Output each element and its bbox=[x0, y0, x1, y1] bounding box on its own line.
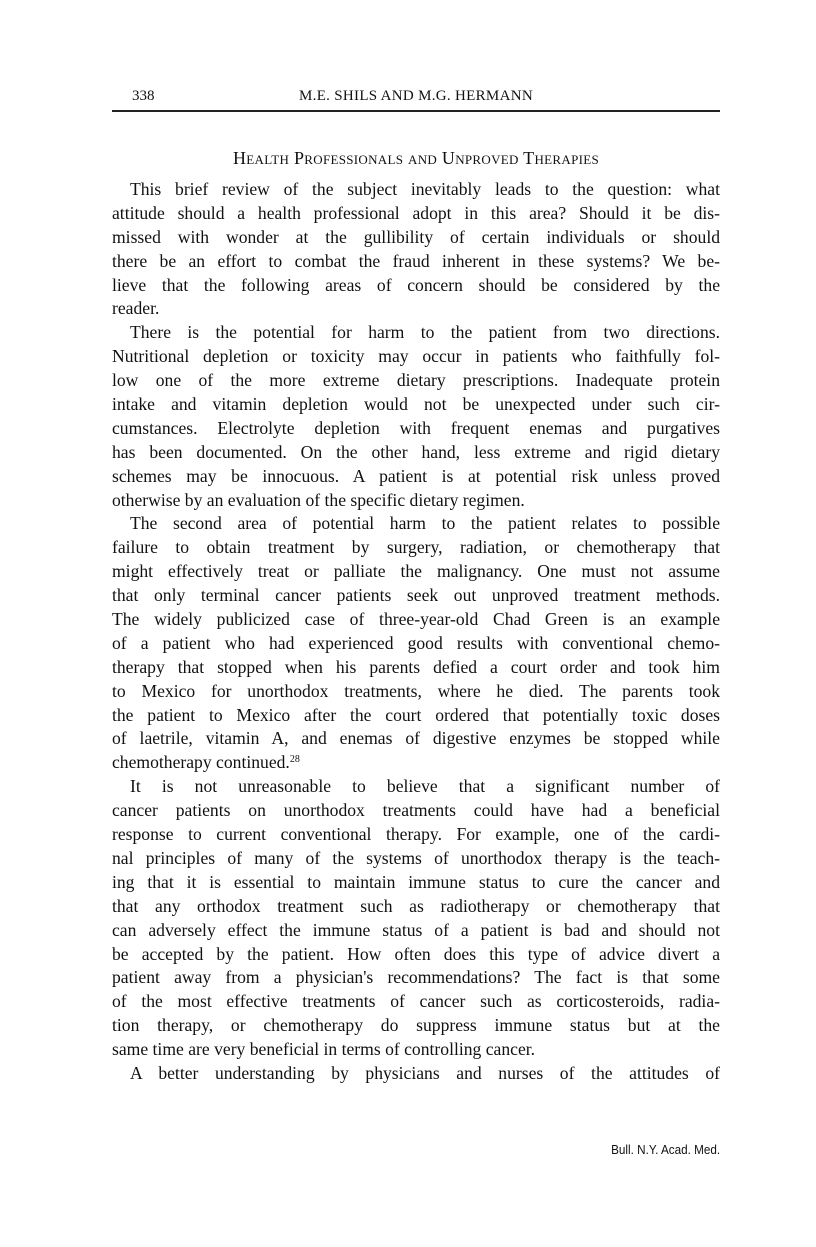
text-line bbox=[112, 680, 720, 704]
line-text: that any orthodox treatment such as radiotherapy or chemotherapy that bbox=[112, 895, 720, 916]
text-line bbox=[112, 751, 720, 775]
text-line bbox=[112, 560, 720, 584]
text-line bbox=[112, 489, 720, 513]
footnote-reference: 28 bbox=[289, 754, 300, 766]
text-line bbox=[112, 536, 720, 560]
paragraph bbox=[112, 321, 720, 512]
journal-footer: Bull. N.Y. Acad. Med. bbox=[610, 1142, 720, 1157]
line-text: nal principles of many of the systems of unorthodox therapy is the teach- bbox=[112, 847, 720, 868]
line-text: to Mexico for unorthodox treatments, where he died. The parents took bbox=[112, 680, 720, 701]
line-text: ing that it is essential to maintain immune status to cure the cancer and bbox=[112, 871, 720, 892]
text-line bbox=[112, 297, 720, 321]
line-text: same time are very beneficial in terms of controlling cancer. bbox=[112, 1039, 536, 1060]
text-line bbox=[112, 369, 720, 393]
paragraph bbox=[112, 1062, 720, 1086]
line-text: reader. bbox=[112, 298, 160, 319]
text-line bbox=[112, 943, 720, 967]
line-text: The second area of potential harm to the patient relates to possible bbox=[130, 513, 720, 534]
line-text: lieve that the following areas of concern should be considered by the bbox=[112, 274, 720, 295]
line-text: be accepted by the patient. How often does this type of advice divert a bbox=[112, 943, 720, 964]
text-line bbox=[112, 799, 720, 823]
page-number: 338 bbox=[132, 88, 155, 104]
line-text: otherwise by an evaluation of the specific dietary regimen. bbox=[112, 489, 525, 510]
line-text: The widely publicized case of three-year-old Chad Green is an example bbox=[112, 609, 720, 630]
line-text: chemotherapy continued. bbox=[112, 752, 290, 773]
line-text: A better understanding by physicians and nurses of the attitudes of bbox=[130, 1062, 720, 1083]
line-text: tion therapy, or chemotherapy do suppress immune status but at the bbox=[112, 1015, 720, 1036]
paragraph bbox=[112, 775, 720, 1062]
text-line bbox=[112, 441, 720, 465]
text-line bbox=[112, 632, 720, 656]
line-text: low one of the more extreme dietary prescriptions. Inadequate protein bbox=[112, 370, 720, 391]
line-text: It is not unreasonable to believe that a significant number of bbox=[130, 776, 720, 797]
line-text: Nutritional depletion or toxicity may occur in patients who faithfully fol- bbox=[112, 346, 720, 367]
text-line bbox=[112, 345, 720, 369]
text-line bbox=[112, 656, 720, 680]
text-line bbox=[112, 608, 720, 632]
paragraph bbox=[112, 178, 720, 321]
text-line bbox=[112, 250, 720, 274]
text-line bbox=[112, 990, 720, 1014]
text-line bbox=[112, 823, 720, 847]
text-line bbox=[112, 584, 720, 608]
running-header bbox=[112, 86, 720, 112]
line-text: There is the potential for harm to the patient from two directions. bbox=[130, 322, 720, 343]
text-line bbox=[112, 1014, 720, 1038]
line-text: cumstances. Electrolyte depletion with frequent enemas and purgatives bbox=[112, 417, 720, 438]
text-line bbox=[112, 226, 720, 250]
line-text: missed with wonder at the gullibility of certain individuals or should bbox=[112, 226, 720, 247]
line-text: that only terminal cancer patients seek out unproved treatment methods. bbox=[112, 585, 720, 606]
running-head-authors: M.E. SHILS AND M.G. HERMANN bbox=[299, 88, 533, 104]
line-text: might effectively treat or palliate the malignancy. One must not assume bbox=[112, 561, 720, 582]
text-line bbox=[112, 1038, 720, 1062]
section-title: Health Professionals and Unproved Therapies bbox=[232, 148, 600, 168]
line-text: the patient to Mexico after the court ordered that potentially toxic doses bbox=[112, 704, 720, 725]
text-line bbox=[112, 274, 720, 298]
text-line bbox=[112, 919, 720, 943]
line-text: This brief review of the subject inevitably leads to the question: what bbox=[130, 179, 720, 199]
text-line bbox=[112, 847, 720, 871]
line-text: of a patient who had experienced good results with conventional chemo- bbox=[112, 632, 720, 653]
line-text: therapy that stopped when his parents defied a court order and took him bbox=[112, 656, 720, 677]
line-text: of the most effective treatments of cancer such as corticosteroids, radia- bbox=[112, 991, 720, 1012]
text-line bbox=[112, 775, 720, 799]
text-line bbox=[112, 727, 720, 751]
body-text bbox=[112, 178, 720, 1086]
text-line bbox=[112, 871, 720, 895]
line-text: patient away from a physician's recommendations? The fact is that some bbox=[112, 967, 720, 988]
text-line bbox=[112, 1062, 720, 1086]
text-line bbox=[112, 321, 720, 345]
text-line bbox=[112, 202, 720, 226]
line-text: there be an effort to combat the fraud inherent in these systems? We be- bbox=[112, 250, 720, 271]
line-text: attitude should a health professional adopt in this area? Should it be dis- bbox=[112, 202, 720, 223]
line-text: can adversely effect the immune status of a patient is bad and should not bbox=[112, 919, 720, 940]
text-line bbox=[112, 895, 720, 919]
line-text: response to current conventional therapy. For example, one of the cardi- bbox=[112, 824, 720, 845]
line-text: schemes may be innocuous. A patient is at potential risk unless proved bbox=[112, 465, 720, 486]
line-text: of laetrile, vitamin A, and enemas of digestive enzymes be stopped while bbox=[112, 728, 720, 749]
line-text: has been documented. On the other hand, less extreme and rigid dietary bbox=[112, 441, 720, 462]
text-line bbox=[112, 178, 720, 202]
paragraph bbox=[112, 512, 720, 775]
line-text: intake and vitamin depletion would not be unexpected under such cir- bbox=[112, 394, 720, 415]
line-text: cancer patients on unorthodox treatments could have had a beneficial bbox=[112, 800, 720, 821]
text-line bbox=[112, 465, 720, 489]
text-line bbox=[112, 966, 720, 990]
text-line bbox=[112, 512, 720, 536]
text-line bbox=[112, 704, 720, 728]
line-text: failure to obtain treatment by surgery, radiation, or chemotherapy that bbox=[112, 537, 720, 558]
text-line bbox=[112, 417, 720, 441]
text-line bbox=[112, 393, 720, 417]
